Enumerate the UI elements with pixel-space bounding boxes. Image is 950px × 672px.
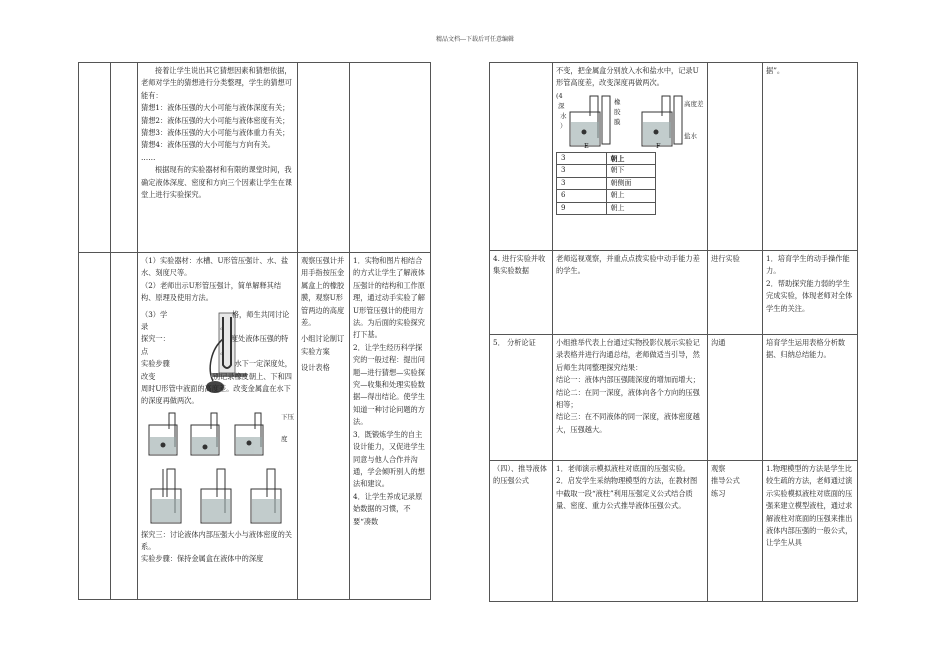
guess-2: 猜想2：液体压强的大小可能与液体密度有关； [141,115,290,125]
table-row [557,177,656,190]
teacher-discuss: 小组讨论制订实验方案 [301,334,345,356]
right-lesson-table [489,62,858,602]
r2-intro: 小组推举代表上台通过实物投影仪展示实验记录表格并进行沟通总结，老师做适当引导，然后师生共同整理探究结果： [556,338,700,372]
exp-materials: （1）实验器材：水槽、U形管压强计、水、盐水、刻度尺等。 [141,256,289,278]
r2-content [553,335,708,461]
guess-4: 猜想4：液体压强的大小可能与方向有关。 [141,140,275,150]
fig-label-f: F [656,141,661,150]
depth-cell: 3 [557,152,607,165]
explore-one: 探究一： 度处液体压强的特点 。 [141,334,289,356]
fig-label-depth: 深 [558,101,565,110]
r1-content: 老师巡视观察，并重点点拨实验中动手能力差的学生。 [553,251,708,335]
table-row [557,190,656,203]
conclusion-1: 结论一：液体内部压强随深度的增加而增大； [556,375,700,385]
r3-stage: （四）、推导液体的压强公式 [490,461,553,602]
r1-intent-1: 1．培育学生的动手操作能力。 [766,254,850,276]
r1-intent [763,251,858,335]
r3-content [553,461,708,602]
direction-cell: 朝侧面 [606,177,656,190]
teacher-observe: 观察压强计并用手指按压金属盒上的橡胶膜，观察U形管两边的高度差。 [301,256,345,328]
page-header: 精品文档---下载后可任意编辑 [435,36,515,43]
r1-intent-2: 2．帮助探究能力弱的学生完成实验，体现老师对全体学生的关注。 [766,278,853,313]
guess-intro: 接着让学生说出其它猜想因素和猜想依据，老师对学生的猜想进行分类整理，学生的猜想可能有： [141,66,292,100]
sub-stage-cell-2 [111,253,138,600]
fig-label-height-diff: 高度差 [684,99,704,108]
r3-step-2: 2．启发学生采纳物理模型的方法，在教材图中截取一段“液柱”利用压强定义公式结合质量、密度、重力公式推导液体压强公式。 [556,476,698,511]
direction-cell: 朝上 [606,152,656,165]
intent-2: 2．让学生经历科学探究的一般过程：提出问题—进行猜想—实验探究—收集和处理实验数据—得出结论。使学生知道一种讨论问题的方法。 [353,342,425,427]
r1-student: 进行实验 [708,251,763,335]
r3-step-1: 1．老师演示模拟液柱对底面的压强实验。 [556,464,690,473]
fig-side-label-2: 度 [281,434,288,443]
explore-three: 探究三：讨论液体内部压强大小与液体密度的关系。 [141,529,292,552]
beaker-figure-row-2 [141,463,294,527]
fig-label-paren: ） [560,121,567,130]
experiment-cell [138,253,298,600]
r2-intent: 培育学生运用表格分析数据、归纳总结能力。 [763,335,858,461]
design-intent-cell [350,253,431,600]
table-row [557,202,656,215]
depth-cell: 6 [557,190,607,203]
beaker-diagram-1 [141,407,291,461]
sub-stage-cell [111,63,138,253]
stage-cell [79,63,111,253]
table-row [557,152,656,165]
depth-cell: 3 [557,165,607,178]
r2-student: 沟通 [708,335,763,461]
beaker-figure-row-1 [141,407,294,461]
guess-3: 猜想3：液体压强的大小可能与液体重力有关； [141,128,290,138]
r0-student [708,63,763,251]
intent-cell-top [350,63,431,253]
conclusion-2: 结论二：在同一深度，液体向各个方向的压强相等； [556,387,700,410]
guess-conclusion: 根据现有的实验器材和有限的课堂时间，我确定液体深度、密度和方向三个因素让学生在课堂上进行实验探究。 [141,165,292,200]
r0-content [553,63,708,251]
conclusion-3: 结论三：在不同液体的同一深度，液体密度越大，压强越大。 [556,412,700,434]
left-lesson-table [78,62,431,600]
exp-procedure: 实验步骤 水下一定深度处，改变 别记录橡皮朝上、下和四周时U形管中液面的高度差。改变金属盒在水下的深度再做两次。 [141,359,292,406]
fig-label-salt-water: 盐水 [684,131,697,140]
fig-label-rubber-1: 橡 [614,97,621,106]
fig-label-e: E [584,141,589,150]
exp-step-3: （3）学 格，师生共同讨论录 。 [141,309,290,332]
r0-text: 不变，把金属盒分别放入水和盐水中，记录U形管高度差，改变深度再做两次。 [556,66,699,88]
fig-label-rubber-3: 膜 [614,117,621,126]
teacher-cell-top [298,63,350,253]
fig-label-water: 水 [560,111,567,120]
intent-3: 3．既锻炼学生的自主设计能力，又促进学生同意与他人合作并沟通，学会倾听别人的想法和建议。 [353,429,425,489]
pressure-gauge-block [141,305,294,405]
direction-cell: 朝下 [606,165,656,178]
guess-cell [138,63,298,253]
table-row [557,165,656,178]
r3-student-2: 推导公式 [711,476,740,486]
r1-stage: 4. 进行实验并收集实验数据 [490,251,553,335]
depth-direction-table [556,152,656,216]
direction-cell: 朝上 [606,202,656,215]
depth-cell: 9 [557,202,607,215]
beaker-diagram-2 [141,463,291,527]
fig-label-4: (4 [556,91,563,100]
fig-side-label-1: 下压 [281,412,294,421]
r2-stage: 5． 分析论证 [490,335,553,461]
salt-water-figure [556,92,704,150]
exp-step-three: 实验步骤：保持金属盒在液体中的深度 [141,554,264,564]
teacher-activity-cell [298,253,350,600]
depth-cell: 3 [557,177,607,190]
direction-cell: 朝上 [606,190,656,203]
r0-stage [490,63,553,251]
exp-instrument: （2）老师出示U形管压强计，简单解释其结构、原理及使用方法。 [141,280,282,303]
r3-student [708,461,763,602]
r3-student-3: 练习 [711,488,726,498]
r3-intent: 1.物理模型的方法是学生比较生疏的方法，老师通过演示实验模拟液柱对底面的压强来建立模型液柱，通过求解液柱对底面的压强来推出液体内部压强的一般公式，让学生从具 [763,461,858,602]
teacher-table: 设计表格 [301,363,330,373]
r3-student-1: 观察 [711,464,726,473]
r0-intent: 据”。 [763,63,858,251]
intent-4: 4．让学生养成记录原始数据的习惯，不要“凑数 [353,491,423,526]
ellipsis: …… [141,152,156,162]
intent-1: 1．实物和图片相结合的方式让学生了解液体压强计的结构和工作原理，通过动手实验了解U形管压强计的使用方法。为后面的实验探究打下基。 [353,256,425,340]
fig-label-rubber-2: 胶 [614,107,621,116]
stage-cell-2 [79,253,111,600]
guess-1: 猜想1：液体压强的大小可能与液体深度有关； [141,103,290,113]
